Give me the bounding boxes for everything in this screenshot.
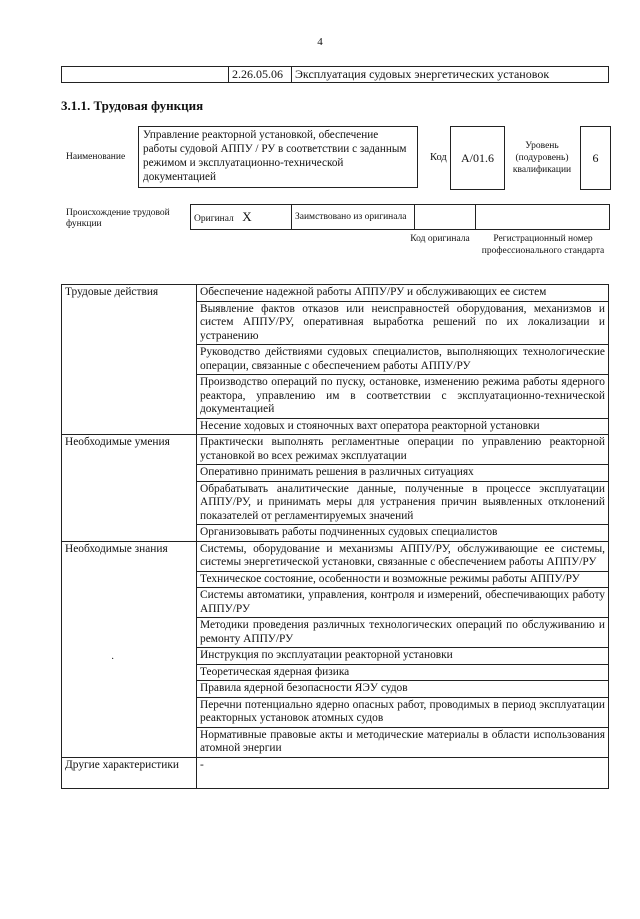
code-original-cell <box>415 205 476 230</box>
list-item: Правила ядерной безопасности ЯЭУ судов <box>197 681 609 698</box>
list-item: Методики проведения различных технологических операций по обслуживанию и ремонту АППУ/РУ <box>197 618 609 648</box>
list-item: Организовывать работы подчиненных судовых специалистов <box>197 525 609 542</box>
list-item: Системы, оборудование и механизмы АППУ/РУ, обслуживающие ее системы, системы энергетической установки, связанные с обеспечением работы АППУ/РУ <box>197 541 609 571</box>
table-row <box>62 757 609 788</box>
original-mark: X <box>242 209 252 224</box>
function-details-table <box>61 284 609 789</box>
page-number: 4 <box>317 36 323 48</box>
list-item: Инструкция по эксплуатации реакторной установки <box>197 648 609 665</box>
header-empty-cell <box>62 67 229 83</box>
function-level: 6 <box>580 126 611 190</box>
list-item: Техническое состояние, особенности и возможные режимы работы АППУ/РУ <box>197 571 609 588</box>
list-item: Системы автоматики, управления, контроля и измерений, обеспечивающих работу АППУ/РУ <box>197 588 609 618</box>
reg-number-label: Регистрационный номер профессионального стандарта <box>481 234 605 256</box>
section-label: Трудовые действия <box>62 285 197 435</box>
code-label: Код <box>430 152 447 163</box>
list-item: Производство операций по пуску, остановке, изменению режима работы ядерного реактора, управлению им в соответствии с эксплуатационно-технической документацией <box>197 375 609 419</box>
header-code: 2.26.05.06 <box>229 67 292 83</box>
list-item: Руководство действиями судовых специалистов, выполняющих технологические операции, связанные с обеспечением работы АППУ/РУ <box>197 345 609 375</box>
header-title: Эксплуатация судовых энергетических установок <box>292 67 609 83</box>
function-code: A/01.6 <box>450 126 505 190</box>
list-item: Практически выполнять регламентные операции по управлению реакторной установкой во всех режимах эксплуатации <box>197 435 609 465</box>
list-item: Нормативные правовые акты и методические материалы в области использования атомной энергии <box>197 727 609 757</box>
list-item: Перечни потенциально ядерно опасных работ, проводимых в период эксплуатации реакторных установок атомных судов <box>197 697 609 727</box>
table-row <box>62 435 609 465</box>
section-label: Другие характеристики <box>62 757 197 788</box>
list-item: Несение ходовых и стояночных вахт оператора реакторной установки <box>197 418 609 435</box>
function-name: Управление реакторной установкой, обеспечение работы судовой АППУ / РУ в соответствии с заданным режимом и эксплуатационно-технической документацией <box>138 126 418 188</box>
list-item: Теоретическая ядерная физика <box>197 664 609 681</box>
list-item: - <box>197 757 609 788</box>
borrowed-label: Заимствовано из оригинала <box>292 205 415 230</box>
list-item: Оперативно принимать решения в различных ситуациях <box>197 465 609 482</box>
section-title: 3.1.1. Трудовая функция <box>61 98 204 113</box>
origin-table <box>190 204 610 230</box>
header-table <box>61 66 609 83</box>
table-row <box>62 541 609 571</box>
section-label: Необходимые знания <box>62 541 197 757</box>
name-label: Наименование <box>66 152 126 162</box>
origin-label: Происхождение трудовой функции <box>66 208 170 229</box>
code-original-label: Код оригинала <box>410 234 470 244</box>
origin-original-cell <box>191 205 292 230</box>
list-item: Обрабатывать аналитические данные, полученные в процессе эксплуатации АППУ/РУ, и принимать меры для устранения причин выявленных отклонений показателей от регламентируемых значений <box>197 481 609 525</box>
original-label: Оригинал <box>194 214 234 224</box>
level-label: Уровень (подуровень) квалификации <box>512 141 572 175</box>
list-item: Обеспечение надежной работы АППУ/РУ и обслуживающих ее систем <box>197 285 609 302</box>
section-label: Необходимые умения <box>62 435 197 542</box>
scan-dot-mark: · <box>111 654 115 665</box>
table-row <box>62 285 609 302</box>
list-item: Выявление фактов отказов или неисправностей оборудования, механизмов и систем АППУ/РУ, оперативная выработка решений по их локализации и устранению <box>197 301 609 345</box>
reg-number-cell <box>476 205 610 230</box>
